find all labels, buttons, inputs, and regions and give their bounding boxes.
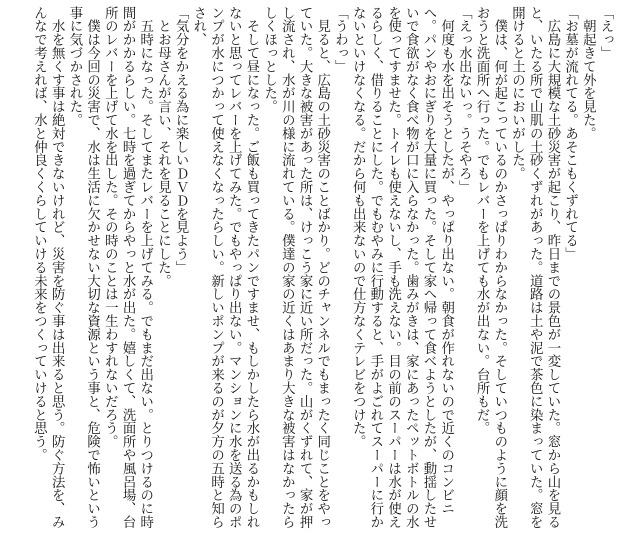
essay-paragraph: 「気分をかえる為に楽しいＤＶＤを見よう」 [173,6,189,274]
essay-paragraph: 何度も水を出そうとしたが、やっぱり出ない。朝食が作れないので近くのコンビニへ。パンやおにぎりを大量に買った。そして家へ帰って食べようとしたが、動揺したせいで食欲がなく食べ物が口に入らなかった。歯みがきは、家にあったペットボトルの水を使ってすませた。トイレも使えないし、手も洗えない。目の前のスーパーは水が使えるらしく、借りることにした。でもむやみに行動すると、手がよごれてスーパーに行かないといけなくなる。だから何も出来ないので仕方なくテレビをつけた。 [350,6,454,529]
essay-paragraph: とお母さんが言い、それを見ることにした。 [155,6,171,288]
essay-paragraph: 「えっ水出ないっ。うそやろ」 [456,6,472,194]
essay-paragraph: 僕は、何が起こっているのかさっぱりわからなかった。そしていつものように顔を洗おうと洗面所へ行った。でもレバーを上げても水が出ない。台所もだ。 [474,6,507,529]
essay-paragraph: 五時になった。そしてまたレバーを上げてみる。でもまだ出ない。とりつけるのに時間がかかるらしい。七時を過ぎてからやっと水が出た。嬉しくて、洗面所や風呂場、台所のレバーを上げて水を出した。その時のことは一生わすれないだろう。 [102,6,153,529]
essay-paragraph: 「うわっ」 [332,6,348,73]
essay-paragraph: 僕は今回の災害で、水は生活に欠かせない大切な資源という事と、危険で怖いという事に気づかされた。 [66,6,100,529]
essay-body [4,6,614,541]
essay-paragraph: 「えっ」 [598,6,613,60]
essay-paragraph: 見ると、広島の土砂災害のことばかり。どのチャンネルでもまったく同じことをやっていた。大きな被害があった所は、けっこう家に近い所だった。山がくずれて、家が押し流され、水が川の様に流れている。僕達の家の近くはあまり大きな被害はなかったらしくほっとした。 [261,6,330,529]
essay-paragraph: 水を無くす事は絶対できないけれど、災害を防ぐ事は出来ると思う。防ぐ方法を、みんなで考えれば、水と仲良くくらしていける未来をつくっていけると思う。 [31,6,65,529]
essay-paragraph: 広島に大規模な土砂災害が起こり、昨日までの景色が一変していた。窓から山を見ると、いたる所で山肌の土砂くずれがあった。道路は土や泥で茶色に染まっていた。窓を開けると土のにおいがした。 [509,6,560,529]
essay-paragraph: 「お墓が流れてる。あそこもくずれてる」 [562,6,578,261]
essay-paragraph: そして昼になった。ご飯も買ってきたパンですませ、もしかしたら水が出るかもしれないと思ってレバーを上げてみた。でもやっぱり出ない。マンションに水を送る為のポンプが水につかって使えなくなったらしい。新しいポンプが来るのが夕方の五時と知らされ、 [190,6,259,529]
essay-paragraph: 朝起きて外を見た。 [580,6,596,140]
